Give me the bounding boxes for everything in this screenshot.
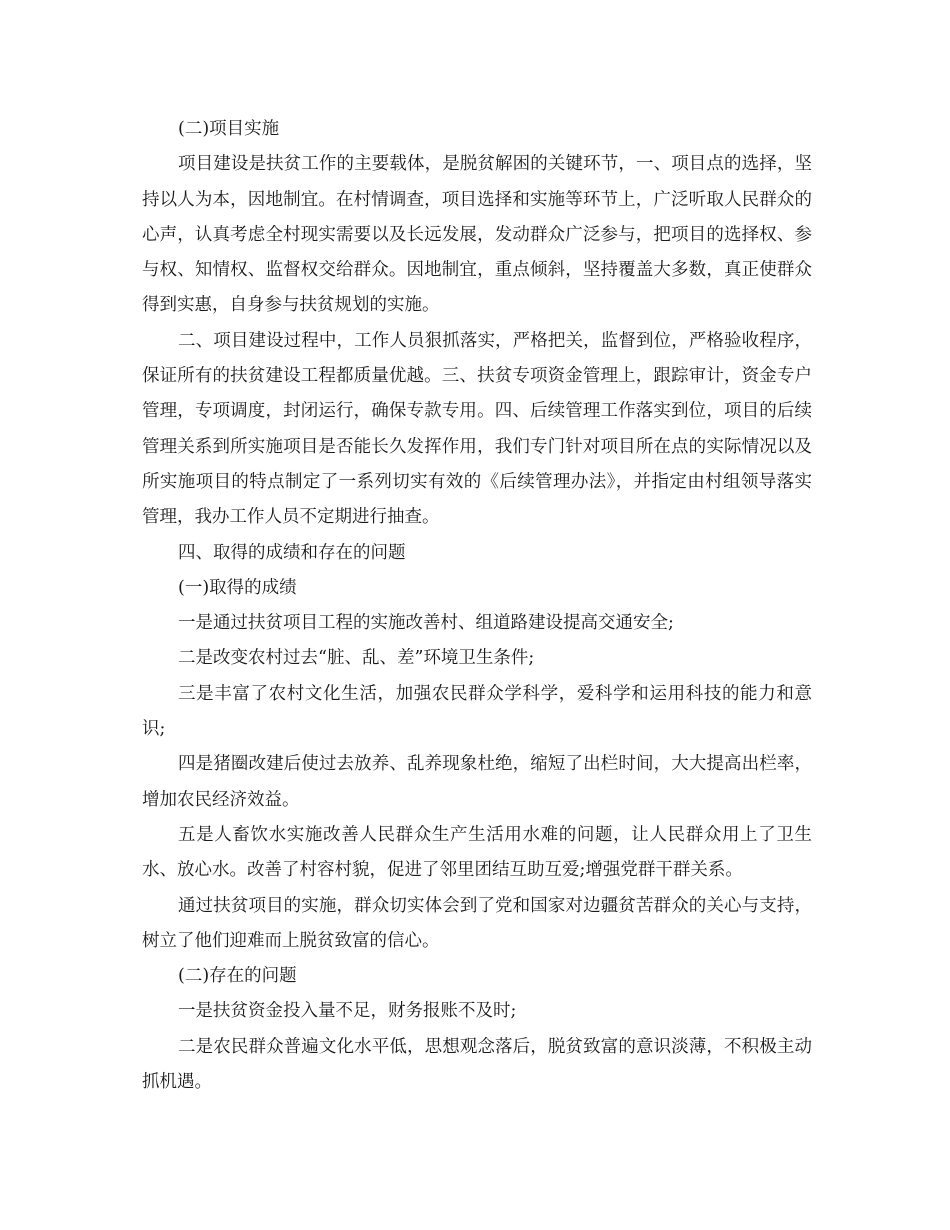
achievement-item-1: 一是通过扶贫项目工程的实施改善村、组道路建设提高交通安全; bbox=[178, 613, 674, 634]
paragraph-summary: 通过扶贫项目的实施，群众切实体会到了党和国家对边疆贫苦群众的关心与支持，树立了他们迎难而上脱贫致富的信心。 bbox=[142, 895, 812, 951]
achievement-item-5: 五是人畜饮水实施改善人民群众生产生活用水难的问题，让人民群众用上了卫生水、放心水。改善了村容村貌，促进了邻里团结互助互爱;增强党群干群关系。 bbox=[142, 824, 812, 881]
paragraph-project-selection: 项目建设是扶贫工作的主要载体，是脱贫解困的关键环节，一、项目点的选择，坚持以人为本，因地制宜。在村情调查，项目选择和实施等环节上，广泛听取人民群众的心声，认真考虑全村现实需要以及长远发展，发动群众广泛参与，把项目的选择权、参与权、知情权、监督权交给群众。因地制宜，重点倾斜，坚持覆盖大多数，真正使群众得到实惠，自身参与扶贫规划的实施。 bbox=[142, 154, 812, 316]
subsection-heading-problems: (二)存在的问题 bbox=[178, 966, 297, 987]
problem-item-1: 一是扶贫资金投入量不足，财务报账不及时; bbox=[178, 1001, 517, 1022]
subsection-heading-achievements: (一)取得的成绩 bbox=[178, 577, 297, 598]
section-heading-project-implementation: (二)项目实施 bbox=[178, 119, 280, 139]
achievement-item-2: 二是改变农村过去“脏、乱、差”环境卫生条件; bbox=[178, 648, 535, 669]
problem-item-2: 二是农民群众普遍文化水平低，思想观念落后，脱贫致富的意识淡薄，不积极主动抓机遇。 bbox=[142, 1036, 812, 1093]
achievement-item-4: 四是猪圈改建后使过去放养、乱养现象杜绝，缩短了出栏时间，大大提高出栏率，增加农民经济效益。 bbox=[142, 754, 812, 810]
section-heading-achievements-and-problems: 四、取得的成绩和存在的问题 bbox=[178, 542, 406, 563]
paragraph-project-management: 二、项目建设过程中，工作人员狠抓落实，严格把关，监督到位，严格验收程序，保证所有的扶贫建设工程都质量优越。三、扶贫专项资金管理上，跟踪审计，资金专户管理，专项调度，封闭运行，确保专款专用。四、后续管理工作落实到位，项目的后续管理关系到所实施项目是否能长久发挥作用，我们专门针对项目所在点的实际情况以及所实施项目的特点制定了一系列切实有效的《后续管理办法》，并指定由村组领导落实管理，我办工作人员不定期进行抽查。 bbox=[142, 330, 812, 528]
achievement-item-3: 三是丰富了农村文化生活，加强农民群众学科学，爱科学和运用科技的能力和意识; bbox=[142, 683, 812, 740]
document-body bbox=[142, 112, 812, 1100]
